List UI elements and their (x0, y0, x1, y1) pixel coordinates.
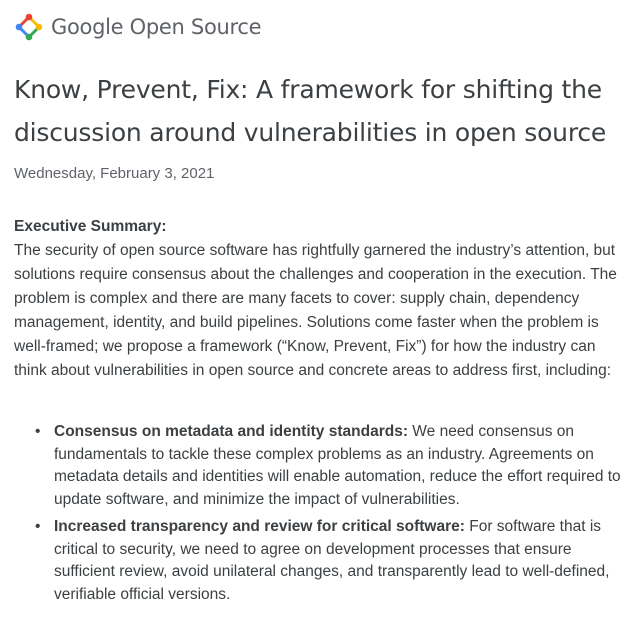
bullet-icon: • (35, 518, 41, 535)
google-open-source-logo-icon[interactable] (14, 12, 44, 42)
article-date: Wednesday, February 3, 2021 (14, 165, 215, 182)
point-text: For software that is critical to security, we need to agree on development processes that ensure sufficient review, avoid unilateral changes, and transparently lead to well-defined, verifiable official versions. (54, 518, 610, 603)
logo-product: Open Source (129, 15, 262, 39)
list-item (35, 421, 626, 511)
list-item (35, 516, 626, 606)
site-header (14, 10, 261, 44)
point-lead: Consensus on metadata and identity standards: (54, 423, 408, 440)
executive-summary (14, 215, 619, 383)
point-text: We need consensus on fundamentals to tackle these complex problems as an industry. Agreements on metadata details and identities will enable automation, reduce the effort required to update software, and minimize the impact of vulnerabilities. (54, 423, 621, 508)
bullet-icon: • (35, 423, 41, 440)
point-lead: Increased transparency and review for critical software: (54, 518, 465, 535)
article-title: Know, Prevent, Fix: A framework for shifting the discussion around vulnerabilities in open source (14, 75, 607, 147)
key-points-list (14, 421, 626, 611)
summary-paragraph: The security of open source software has rightfully garnered the industry’s attention, but solutions require consensus about the challenges and cooperation in the execution. The problem is complex and there are many facets to cover: supply chain, dependency management, identity, and build pipelines. Solutions come faster when the problem is well-framed; we propose a framework (“Know, Prevent, Fix”) for how the industry can think about vulnerabilities in open source and concrete areas to address first, including: (14, 242, 617, 379)
summary-heading: Executive Summary: (14, 218, 167, 235)
site-logo-text[interactable] (51, 15, 261, 39)
logo-brand: Google (51, 15, 124, 39)
